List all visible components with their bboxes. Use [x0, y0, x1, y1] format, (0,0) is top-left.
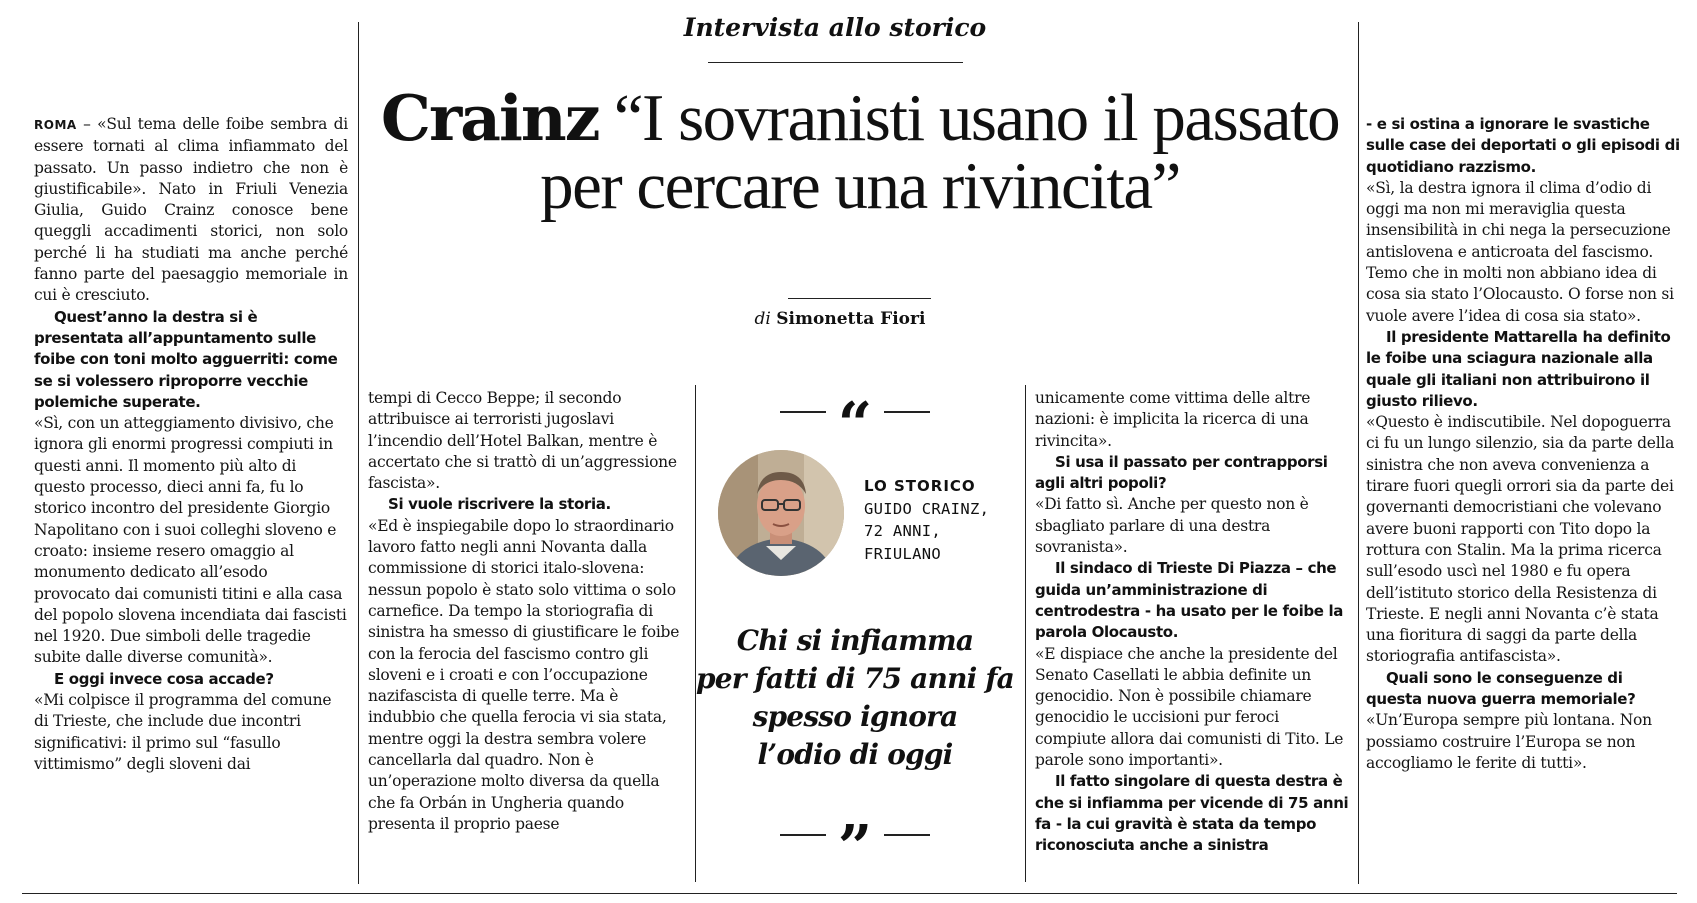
quote-rule: [884, 834, 930, 836]
caption-line: FRIULANO: [864, 544, 942, 563]
caption-label: LO STORICO: [864, 477, 976, 495]
answer-3: «Ed è inspiegabile dopo lo straordinario lavoro fatto negli anni Novanta dalla commissione di storici italo-slovena: nessun popolo è stato solo vittima o solo carnefice. Da tempo la storiografia di sinistra ha smesso di giustificare le foibe con la ferocia del fascismo contro gli sloveni e i croati e con l’occupazione nazifascista di quelle terre. Ma è indubbio che quella ferocia vi sia stata, mentre oggi la destra sembra volere cancellarla dal quadro. Non è un’operazione molto diversa da quella che fa Orbán in Ungheria quando presenta il proprio paese: [368, 516, 680, 833]
answer-3-continued: unicamente come vittima delle altre nazioni: è implicita la ricerca di una rivincita».: [1035, 389, 1311, 450]
caption-line: GUIDO CRAINZ,: [864, 499, 990, 518]
byline-author: Simonetta Fiori: [776, 309, 926, 329]
intro-paragraph: [34, 114, 348, 307]
byline: [690, 309, 990, 329]
dateline: ROMA: [34, 118, 77, 132]
byline-rule: [788, 298, 931, 299]
open-quote-glyph: “: [837, 390, 873, 460]
kicker: Intervista allo storico: [683, 13, 987, 42]
headline: [360, 81, 1360, 223]
question-6-continued: - e si ostina a ignorare le svastiche sulle case dei deportati o gli episodi di quotidiano razzismo.: [1366, 115, 1680, 176]
close-quote-glyph: ”: [837, 813, 873, 883]
pull-quote: [695, 622, 1015, 774]
answer-1: «Sì, con un atteggiamento divisivo, che ignora gli enormi progressi compiuti in questi anni. Il momento più alto di questo processo, dieci anni fa, fu lo storico incontro del presidente Giorgio Napolitano con i suoi colleghi sloveno e croato: insieme resero omaggio al monumento dedicato all’esodo provocato dai comunisti titini e alla casa del popolo slovena incendiata dai fascisti nel 1920. Due simboli delle tragedie subite dalle diverse comunità».: [34, 414, 347, 667]
pull-quote-line: l’odio di oggi: [757, 738, 953, 771]
byline-prefix: di: [754, 309, 771, 329]
answer-4: «Di fatto sì. Anche per questo non è sbagliato parlare di una destra sovranista».: [1035, 495, 1309, 557]
question-8: Quali sono le conseguenze di questa nuova guerra memoriale?: [1366, 668, 1636, 709]
article-column-4: [1366, 114, 1682, 774]
answer-7: «Questo è indiscutibile. Nel dopoguerra ci fu un lungo silenzio, sia da parte della sinistra che non aveva convenienza a tirare fuori quegli orrori sia da parte dei governanti democristiani che volevano avere buoni rapporti con Tito dopo la rottura con Stalin. Ma la prima ricerca sull’esodo uscì nel 1980 e fu opera dell’istituto storico della Resistenza di Trieste. E negli anni Novanta c’è stata una fioritura di saggi da parte della storiografia antifascista».: [1366, 413, 1675, 666]
headline-line-1: “I sovranisti usano il passato: [613, 81, 1340, 155]
headline-line-2: per cercare una rivincita”: [540, 149, 1180, 223]
article-column-3: [1035, 388, 1349, 857]
answer-8: «Un’Europa sempre più lontana. Non possiamo costruire l’Europa se non accogliamo le ferite di tutti».: [1366, 711, 1652, 772]
answer-2: «Mi colpisce il programma del comune di Trieste, che include due incontri significativi: il primo sul “fasullo vittimismo” degli sloveni dai: [34, 691, 332, 773]
quote-rule: [780, 411, 826, 413]
kicker-underline: [708, 62, 963, 63]
question-5: Il sindaco di Trieste Di Piazza – che guida un’amministrazione di centrodestra - ha usato per le foibe la parola Olocausto.: [1035, 559, 1344, 642]
author-portrait: [718, 450, 844, 576]
question-4: Si usa il passato per contrapporsi agli altri popoli?: [1035, 452, 1328, 493]
question-7: Il presidente Mattarella ha definito le foibe una sciagura nazionale alla quale gli italiani non attribuirono il giusto rilievo.: [1366, 327, 1671, 410]
quote-rule: [780, 834, 826, 836]
pull-quote-line: spesso ignora: [752, 700, 958, 733]
close-quote-mark: [780, 812, 930, 883]
question-6: Il fatto singolare di questa destra è che si infiamma per vicende di 75 anni fa - la cui gravità è stata da tempo riconosciuta anche a sinistra: [1035, 772, 1349, 855]
caption-line: 72 ANNI,: [864, 522, 942, 540]
photo-caption: [864, 475, 989, 565]
pull-quote-line: Chi si infiamma: [736, 624, 974, 657]
column-rule-left: [358, 22, 359, 884]
quote-rule: [884, 411, 930, 413]
article-column-1: [34, 114, 348, 775]
question-1: Quest’anno la destra si è presentata all’appuntamento sulle foibe con toni molto agguerriti: come se si volessero riproporre vecchie polemiche superate.: [34, 307, 338, 411]
answer-2-continued: tempi di Cecco Beppe; il secondo attribuisce ai terroristi jugoslavi l’incendio dell’Hotel Balkan, mentre è accertato che si trattò di un’aggressione fascista».: [368, 389, 677, 493]
pull-quote-line: per fatti di 75 anni fa: [695, 662, 1015, 695]
open-quote-mark: [780, 389, 930, 460]
column-rule-center-right: [1025, 385, 1026, 882]
question-3: Si vuole riscrivere la storia.: [388, 495, 611, 514]
answer-5: «E dispiace che anche la presidente del Senato Casellati le abbia definite un genocidio. Non è possibile chiamare genocidio le uccisioni pur feroci compiute allora dai comunisti di Tito. Le parole sono importanti».: [1035, 644, 1344, 770]
answer-6: «Sì, la destra ignora il clima d’odio di oggi ma non mi meraviglia questa insensibilità in chi nega la persecuzione antislovena e anticroata del fascismo. Temo che in molti non abbiano idea di cosa sia stato l’Olocausto. O forse non si vuole avere l’idea di cosa sia stato».: [1366, 178, 1674, 325]
headline-name: Crainz: [380, 81, 599, 155]
intro-text: – «Sul tema delle foibe sembra di essere tornati al clima infiammato del passato. Un passo indietro che non è giustificabile». Nato in Friuli Venezia Giulia, Guido Crainz conosce bene queggli accadimenti storici, non solo perché li ha studiati ma anche perché fanno parte del paesaggio memoriale in cui è cresciuto.: [34, 115, 348, 305]
question-2: E oggi invece cosa accade?: [54, 669, 274, 688]
page-bottom-rule: [22, 893, 1677, 894]
article-column-2: [368, 388, 686, 835]
portrait-illustration: [718, 450, 844, 576]
